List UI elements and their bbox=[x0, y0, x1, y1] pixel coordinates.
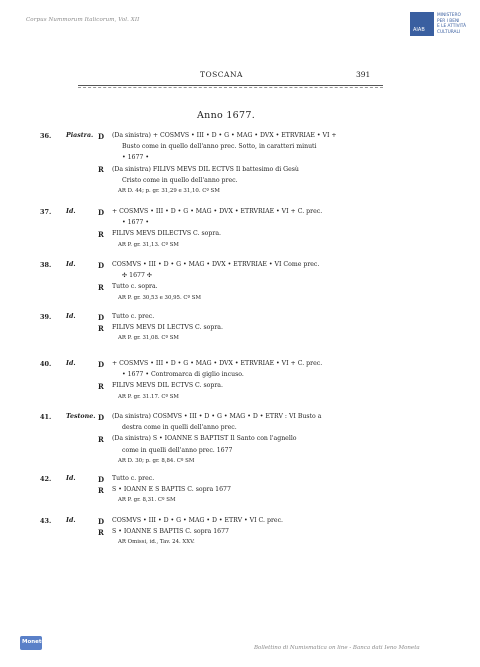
reverse-description: FILIVS MEVS DI LECTVS C. sopra. bbox=[112, 324, 223, 332]
entry-detail-line: • 1677 • bbox=[122, 154, 149, 162]
reverse-description: Tutto c. sopra. bbox=[112, 283, 158, 291]
obverse-marker: D bbox=[98, 312, 105, 322]
logo-line: E LE ATTIVITÀ bbox=[437, 24, 467, 30]
entry-denomination: Id. bbox=[66, 360, 76, 367]
header-rule bbox=[78, 85, 383, 86]
obverse-marker: D bbox=[98, 359, 105, 369]
entry-denomination: Id. bbox=[66, 208, 76, 215]
series-title: Corpus Nummorum Italicorum, Vol. XII bbox=[26, 17, 140, 23]
obverse-marker: D bbox=[98, 516, 105, 526]
reverse-description: FILIVS MEVS DILECTVS C. sopra. bbox=[112, 230, 221, 238]
obverse-marker: D bbox=[98, 131, 105, 141]
footer-logo-text: Monete bbox=[22, 639, 46, 645]
entry-number: 37. bbox=[40, 208, 52, 216]
reverse-marker: R bbox=[98, 381, 104, 391]
entry-detail-line: Cristo come in quello dell'anno prec. bbox=[122, 176, 238, 184]
reverse-marker: R bbox=[98, 165, 104, 175]
footer-logo bbox=[20, 633, 44, 653]
entry-detail-line: AR P. gr. 31.17. Cº SM bbox=[118, 393, 179, 400]
entry-detail-line: come in quelli dell'anno prec. 1677 bbox=[122, 446, 233, 454]
reverse-description: S • IOANN E S BAPTIS C. sopra 1677 bbox=[112, 486, 231, 494]
entry-detail-line: • 1677 • bbox=[122, 219, 149, 227]
reverse-marker: R bbox=[98, 229, 104, 239]
obverse-description: (Da sinistra) COSMVS • III • D • G • MAG • D • ETRV : VI Busto a bbox=[112, 413, 322, 420]
reverse-marker: R bbox=[98, 434, 104, 444]
entry-detail-line: AR D. 44; p. gr. 31,29 e 31,10. Cº SM bbox=[118, 188, 220, 194]
obverse-description: + COSMVS • III • D • G • MAG • DVX • ETRVRIAE • VI + C. prec. bbox=[112, 360, 323, 367]
logo-line: PER I BENI bbox=[437, 18, 460, 24]
entry-number: 41. bbox=[40, 413, 52, 421]
entry-detail-line: AR Omissi, id., Tav. 24. XXV. bbox=[118, 539, 195, 546]
entry-detail-line: Busto come in quello dell'anno prec. Sotto, in caratteri minuti bbox=[122, 143, 317, 151]
ministry-logo bbox=[410, 12, 478, 48]
entry-detail-line: AR P. gr. 31,13. Cº SM bbox=[118, 241, 179, 248]
entry-number: 36. bbox=[40, 132, 52, 140]
ministry-logo-text bbox=[437, 13, 466, 35]
entry-detail-line: • 1677 • Contromarca di giglio incuso. bbox=[122, 371, 244, 379]
entry-number: 42. bbox=[40, 475, 52, 483]
reverse-marker: R bbox=[98, 282, 104, 292]
entry-detail-line: AR P. gr. 30,53 e 30,95. Cº SM bbox=[118, 294, 201, 301]
footer-text: Bollettino di Numismatica on line - Banca dati Ieno Moneta bbox=[254, 645, 420, 651]
ministry-emblem bbox=[410, 12, 434, 36]
reverse-marker: R bbox=[98, 323, 104, 333]
obverse-description: COSMVS • III • D • G • MAG • DVX • ETRVRIAE • VI Come prec. bbox=[112, 261, 320, 268]
page-number: 391 bbox=[356, 70, 371, 79]
obverse-description: Tutto c. prec. bbox=[112, 313, 155, 320]
obverse-description: Tutto c. prec. bbox=[112, 475, 155, 482]
entry-number: 43. bbox=[40, 517, 52, 525]
entry-detail-line: AR P. gr. 31,08. Cº SM bbox=[118, 335, 179, 342]
obverse-marker: D bbox=[98, 207, 105, 217]
obverse-description: + COSMVS • III • D • G • MAG • DVX • ETRVRIAE • VI + C. prec. bbox=[112, 208, 323, 215]
entry-number: 40. bbox=[40, 360, 52, 368]
obverse-marker: D bbox=[98, 474, 105, 484]
entry-detail-line: destra come in quelli dell'anno prec. bbox=[122, 424, 237, 432]
reverse-marker: R bbox=[98, 485, 104, 495]
obverse-marker: D bbox=[98, 260, 105, 270]
entry-denomination: Id. bbox=[66, 517, 76, 524]
entry-denomination: Piastra. bbox=[66, 132, 94, 139]
ministry-emblem-text: AIAB bbox=[413, 27, 425, 33]
obverse-description: COSMVS • III • D • G • MAG • D • ETRV • VI C. prec. bbox=[112, 517, 284, 524]
reverse-description: FILIVS MEVS DIL ECTVS C. sopra. bbox=[112, 382, 223, 390]
footer-logo-mark bbox=[20, 636, 46, 650]
entry-denomination: Id. bbox=[66, 475, 76, 482]
reverse-description: S • IOANNE S BAPTIS C. sopra 1677 bbox=[112, 528, 229, 536]
running-title: TOSCANA bbox=[200, 70, 243, 79]
obverse-marker: D bbox=[98, 412, 105, 422]
obverse-description: (Da sinistra) + COSMVS • III • D • G • MAG • DVX • ETRVRIAE • VI + bbox=[112, 132, 337, 139]
entry-detail-line: AR P. gr. 8,31. Cº SM bbox=[118, 497, 176, 504]
year-heading: Anno 1677. bbox=[197, 110, 256, 121]
reverse-marker: R bbox=[98, 527, 104, 537]
entry-number: 39. bbox=[40, 313, 52, 321]
entry-number: 38. bbox=[40, 261, 52, 269]
entry-detail-line: ✣ 1677 ✣ bbox=[122, 272, 153, 280]
entry-detail-line: AR D. 30; p. gr. 8,84. Cº SM bbox=[118, 457, 195, 464]
entry-denomination: Id. bbox=[66, 313, 76, 320]
entry-denomination: Id. bbox=[66, 261, 76, 268]
reverse-description: (Da sinistra) FILIVS MEVS DIL ECTVS Il battesimo di Gesù bbox=[112, 165, 299, 173]
entry-denomination: Testone. bbox=[66, 413, 96, 420]
logo-line: MINISTERO bbox=[437, 13, 461, 18]
header-rule-secondary bbox=[78, 87, 383, 88]
logo-line: CULTURALI bbox=[437, 29, 461, 35]
reverse-description: (Da sinistra) S • IOANNE S BAPTIST Il Santo con l'agnello bbox=[112, 435, 297, 443]
